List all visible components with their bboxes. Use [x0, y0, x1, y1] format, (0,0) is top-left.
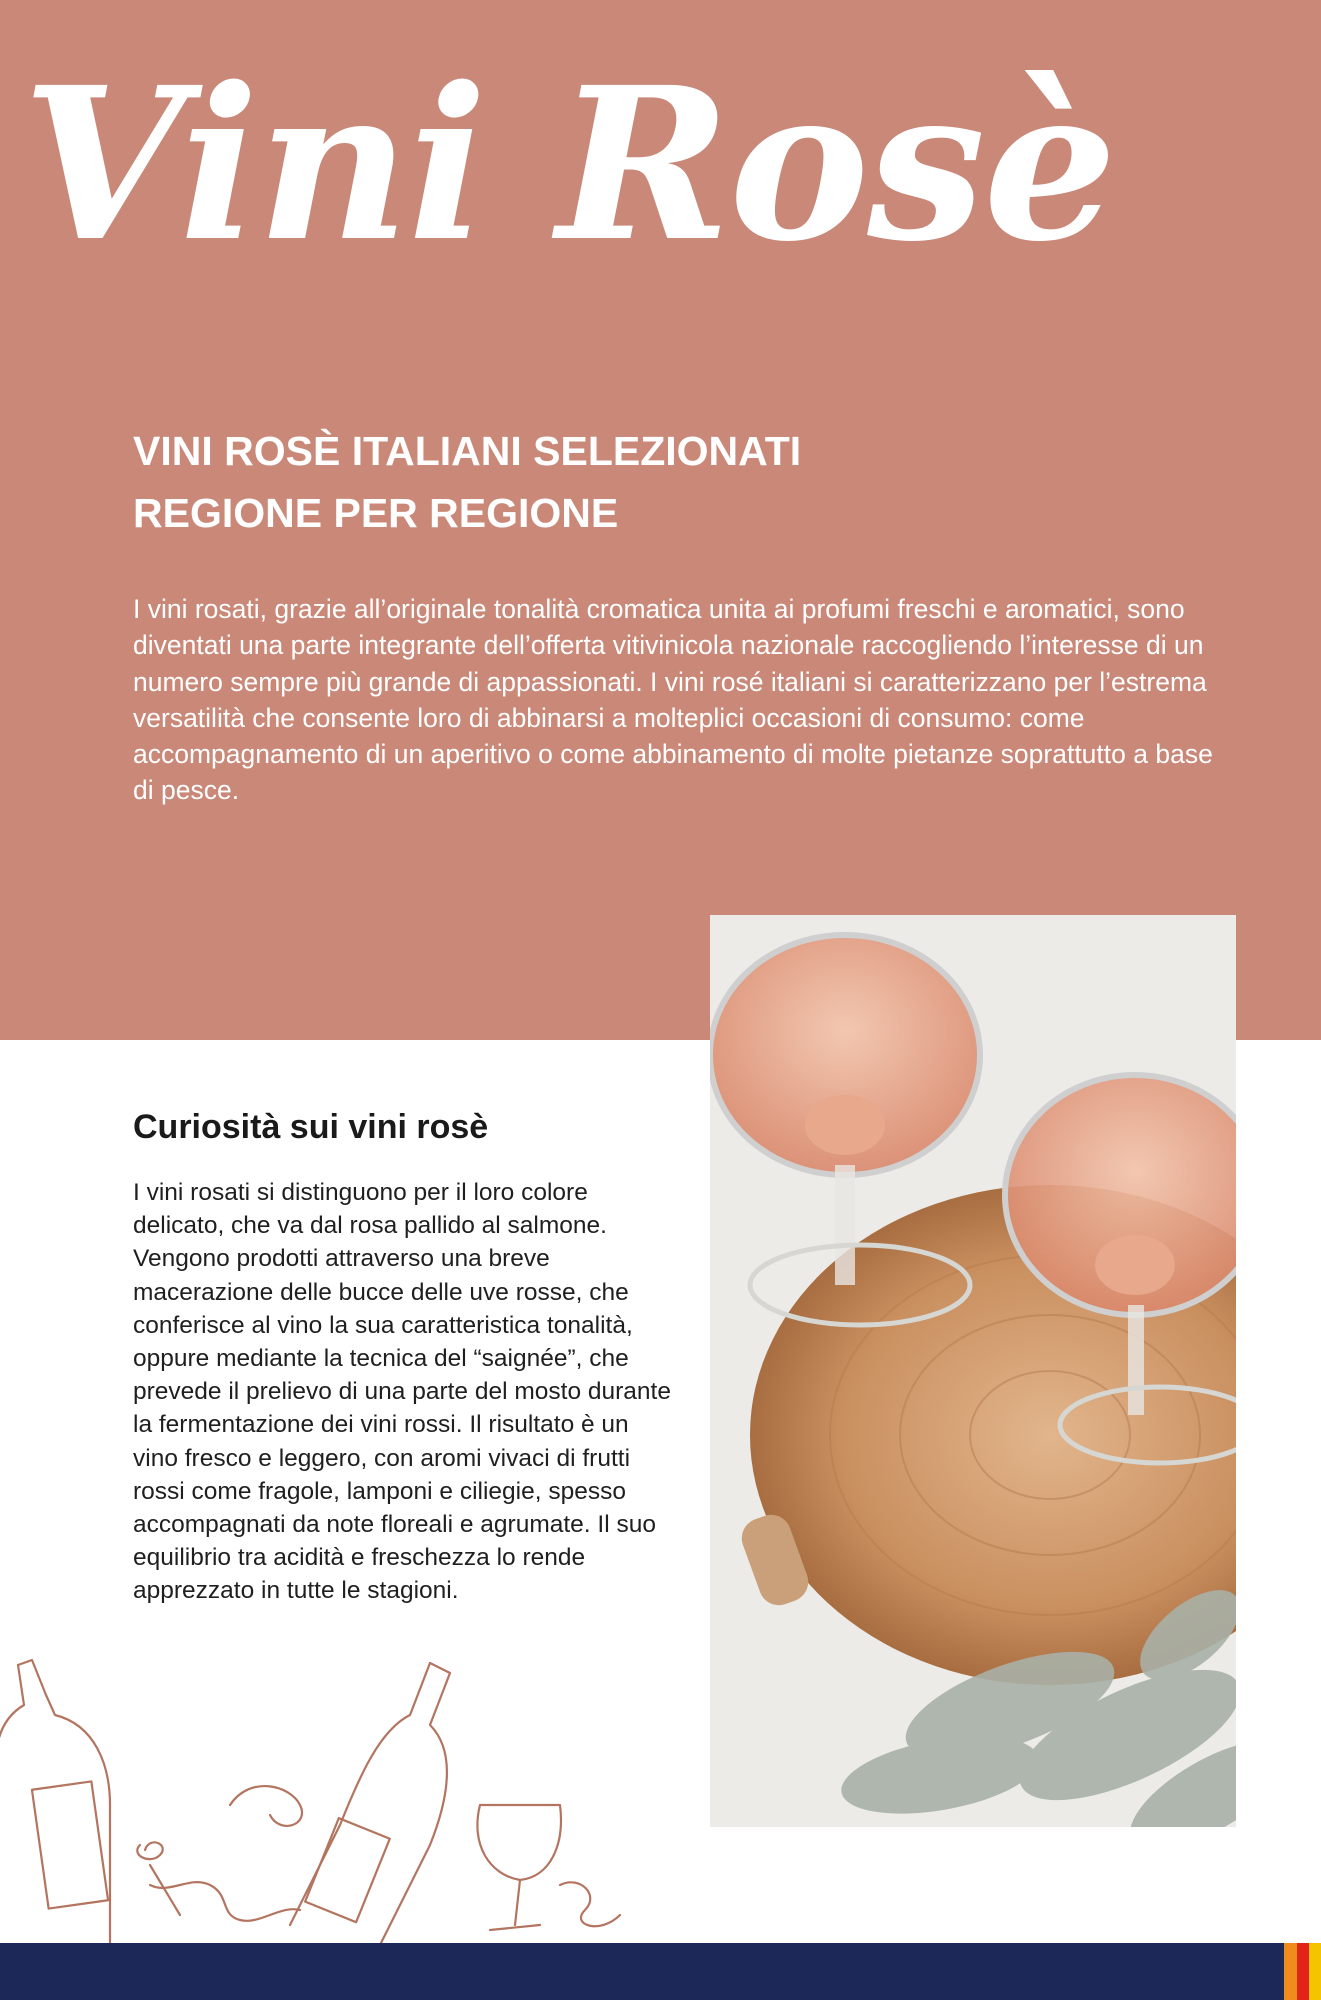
subtitle	[133, 420, 1033, 544]
photo-illustration	[710, 915, 1236, 1827]
intro-paragraph: I vini rosati, grazie all’originale tonalità cromatica unita ai profumi freschi e aromatici, sono diventati una parte integrante dell’offerta vitivinicola nazionale raccogliendo l’interesse di un numero sempre più grande di appassionati. I vini rosé italiani si caratterizzano per l’estrema versatilità che consente loro di abbinarsi a molteplici occasioni di consumo: come accompagnamento di un aperitivo o come abbinamento di molte pietanze soprattutto a base di pesce.	[133, 594, 1213, 806]
rose-wine-glasses-photo	[710, 915, 1236, 1827]
footer-bar	[0, 1943, 1321, 2000]
brand-stripe-orange	[1284, 1943, 1297, 2000]
wine-line-drawing	[0, 1655, 640, 1945]
swirl-line	[230, 1786, 302, 1826]
wine-bottle-icon	[0, 1660, 110, 1945]
wine-glass-icon	[477, 1805, 561, 1930]
brand-stripe-red	[1297, 1943, 1309, 2000]
corkscrew-icon	[137, 1842, 300, 1920]
page-title: Vini Rosè	[22, 41, 1116, 288]
subtitle-line-1: VINI ROSÈ ITALIANI SELEZIONATI	[133, 428, 802, 474]
swirl-line	[560, 1882, 620, 1926]
curiosity-paragraph: I vini rosati si distinguono per il loro colore delicato, che va dal rosa pallido al salmone. Vengono prodotti attraverso una breve macerazione delle bucce delle uve rosse, che conferisce al vino la sua caratteristica tonalità, oppure mediante la tecnica del “saignée”, che prevede il prelievo di una parte del mosto durante la fermentazione dei vini rossi. Il risultato è un vino fresco e leggero, con aromi vivaci di frutti rossi come fragole, lamponi e ciliegie, spesso accompagnati da note floreali e agrumate. Il suo equilibrio tra acidità e freschezza lo rende apprezzato in tutte le stagioni.	[133, 1179, 671, 1605]
curiosity-heading: Curiosità sui vini rosè	[133, 1108, 489, 1146]
brand-stripe-yellow	[1309, 1943, 1321, 2000]
subtitle-line-2: REGIONE PER REGIONE	[133, 490, 619, 536]
wine-bottle-icon	[290, 1663, 450, 1945]
